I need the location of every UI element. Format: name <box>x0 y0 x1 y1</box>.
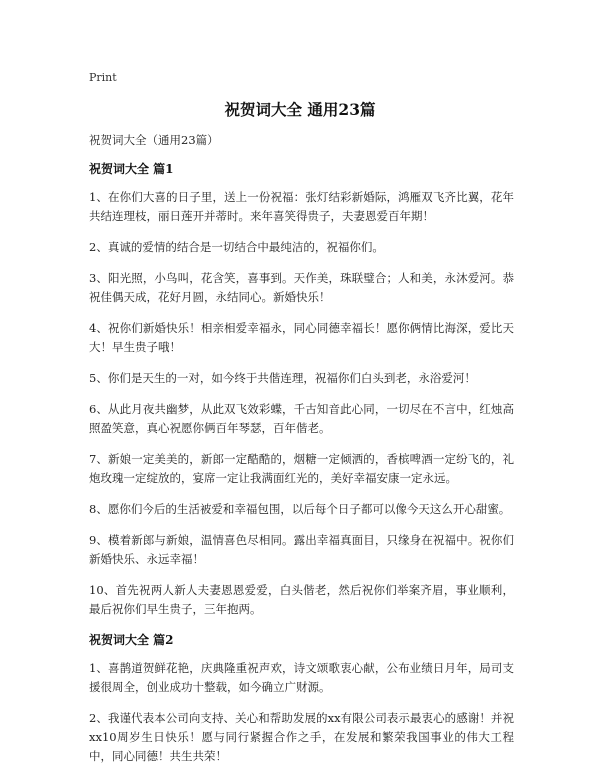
section-1 <box>89 160 514 619</box>
paragraph: 2、真诚的爱情的结合是一切结合中最纯洁的，祝福你们。 <box>89 240 384 254</box>
section-heading: 祝贺词大全 篇1 <box>89 162 174 176</box>
paragraph: 1、喜鹊道贺鲜花艳，庆典隆重祝声欢，诗文颂歌衷心献，公布业绩日月年，局司支援很周全，创业成功十整载，如今确立广财源。 <box>89 661 514 694</box>
document-subtitle: 祝贺词大全（通用23篇） <box>89 133 219 147</box>
document-body <box>89 131 514 778</box>
paragraph: 1、在你们大喜的日子里，送上一份祝福：张灯结彩新婚际，鸿雁双飞齐比翼，花年共结连理枝，丽日莲开并蒂时。来年喜笑得贵子，夫妻恩爱百年期！ <box>89 190 514 223</box>
paragraph: 8、愿你们今后的生活被爱和幸福包围，以后每个日子都可以像今天这么开心甜蜜。 <box>89 502 511 516</box>
paragraph: 9、模着新郎与新娘，温情喜色尽相同。露出幸福真面目，只缘身在祝福中。祝你们新婚快乐、永远幸福！ <box>89 533 514 566</box>
section-2 <box>89 631 514 766</box>
paragraph: 5、你们是天生的一对，如今终于共偕连理，祝福你们白头到老，永浴爱河！ <box>89 371 476 385</box>
section-heading: 祝贺词大全 篇2 <box>89 633 174 647</box>
print-label: Print <box>89 71 117 84</box>
paragraph: 10、首先祝两人新人夫妻恩恩爱爱，白头偕老，然后祝你们举案齐眉，事业顺利，最后祝你们早生贵子，三年抱两。 <box>89 583 514 616</box>
paragraph: 2、我谨代表本公司向支持、关心和帮助发展的xx有限公司表示最衷心的感谢！并祝xx10周岁生日快乐！愿与同行紧握合作之手，在发展和繁荣我国事业的伟大工程中，同心同德！共生共荣！ <box>89 711 514 763</box>
paragraph: 4、祝你们新婚快乐！相亲相爱幸福永，同心同德幸福长！愿你俩情比海深，爱比天大！早生贵子哦！ <box>89 321 514 354</box>
paragraph: 3、阳光照，小鸟叫，花含笑，喜事到。天作美，珠联璧合；人和美，永沐爱河。恭祝佳偶天成，花好月圆，永结同心。新婚快乐！ <box>89 271 514 304</box>
paragraph: 7、新娘一定美美的，新郎一定酷酷的，烟糖一定倾洒的，香槟啤酒一定纷飞的，礼炮玫瑰一定绽放的，宴席一定让我满面红光的，美好幸福安康一定永远。 <box>89 452 514 485</box>
document-title: 祝贺词大全 通用23篇 <box>224 100 376 119</box>
paragraph: 6、从此月夜共幽梦，从此双飞效彩蝶，千古知音此心同，一切尽在不言中，红烛高照盈笑意，真心祝愿你俩百年琴瑟，百年偕老。 <box>89 402 514 435</box>
